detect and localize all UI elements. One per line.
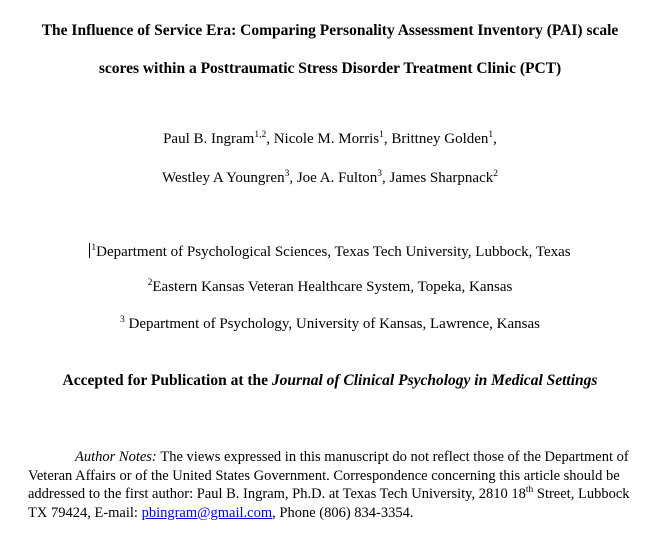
author-name: Joe A. Fulton bbox=[296, 170, 378, 186]
author-affil-sup: 1,2 bbox=[254, 130, 267, 140]
authors-line-1 bbox=[0, 131, 660, 148]
affiliation-text: Eastern Kansas Veteran Healthcare System, Topeka, Kansas bbox=[152, 279, 513, 295]
author-affil-sup: 2 bbox=[493, 169, 498, 179]
title-line-1: The Influence of Service Era: Comparing Personality Assessment Inventory (PAI) scale bbox=[41, 22, 619, 39]
author-affil-sup: 3 bbox=[377, 169, 383, 179]
author-notes-label: Author Notes: bbox=[75, 449, 161, 465]
author-separator: , bbox=[266, 131, 274, 147]
affiliation-sup: 3 bbox=[120, 315, 125, 325]
affiliation-2 bbox=[0, 279, 660, 296]
author-notes-text: , Phone (806) 834-3354. bbox=[272, 504, 414, 521]
author-notes-text: The views expressed in this manuscript do not reflect those of the Department of Veteran Affairs or of the United States Government. Correspondence concerning this article should be addressed to the first author: Paul B. Ingram, Ph.D. at Texas Tech University, 2810 18 bbox=[28, 449, 629, 502]
email-link[interactable]: pbingram@gmail.com bbox=[141, 504, 273, 521]
author-affil-sup: 3 bbox=[284, 169, 290, 179]
author-affil-sup: 1 bbox=[488, 130, 494, 140]
author-separator: , bbox=[493, 131, 497, 147]
author-separator: , bbox=[289, 170, 297, 186]
author-name: Nicole M. Morris bbox=[273, 131, 380, 147]
author-name: Brittney Golden bbox=[391, 131, 489, 147]
acceptance-statement bbox=[0, 372, 660, 390]
author-notes-text: Street, Lubbock TX 79424, E-mail: bbox=[28, 486, 630, 521]
affiliation-3 bbox=[0, 316, 660, 333]
affiliation-sup: 1 bbox=[91, 243, 97, 253]
author-separator: , bbox=[383, 131, 392, 147]
author-name: Westley A Youngren bbox=[162, 170, 285, 186]
affiliation-1 bbox=[0, 243, 660, 261]
author-affil-sup: 1 bbox=[379, 130, 384, 140]
journal-name: Journal of Clinical Psychology in Medical Settings bbox=[271, 372, 598, 389]
author-notes bbox=[28, 448, 652, 522]
acceptance-prefix: Accepted for Publication at the bbox=[62, 372, 272, 389]
author-name: James Sharpnack bbox=[389, 170, 494, 186]
author-name: Paul B. Ingram bbox=[163, 131, 255, 147]
affiliation-text: Department of Psychology, University of Kansas, Lawrence, Kansas bbox=[124, 316, 540, 332]
title-line-2: scores within a Posttraumatic Stress Disorder Treatment Clinic (PCT) bbox=[98, 60, 562, 77]
affiliation-text: Department of Psychological Sciences, Texas Tech University, Lubbock, Texas bbox=[96, 244, 571, 260]
author-separator: , bbox=[382, 170, 390, 186]
ordinal-sup: th bbox=[525, 485, 534, 496]
authors-line-2 bbox=[0, 170, 660, 187]
affiliation-sup: 2 bbox=[147, 278, 153, 288]
